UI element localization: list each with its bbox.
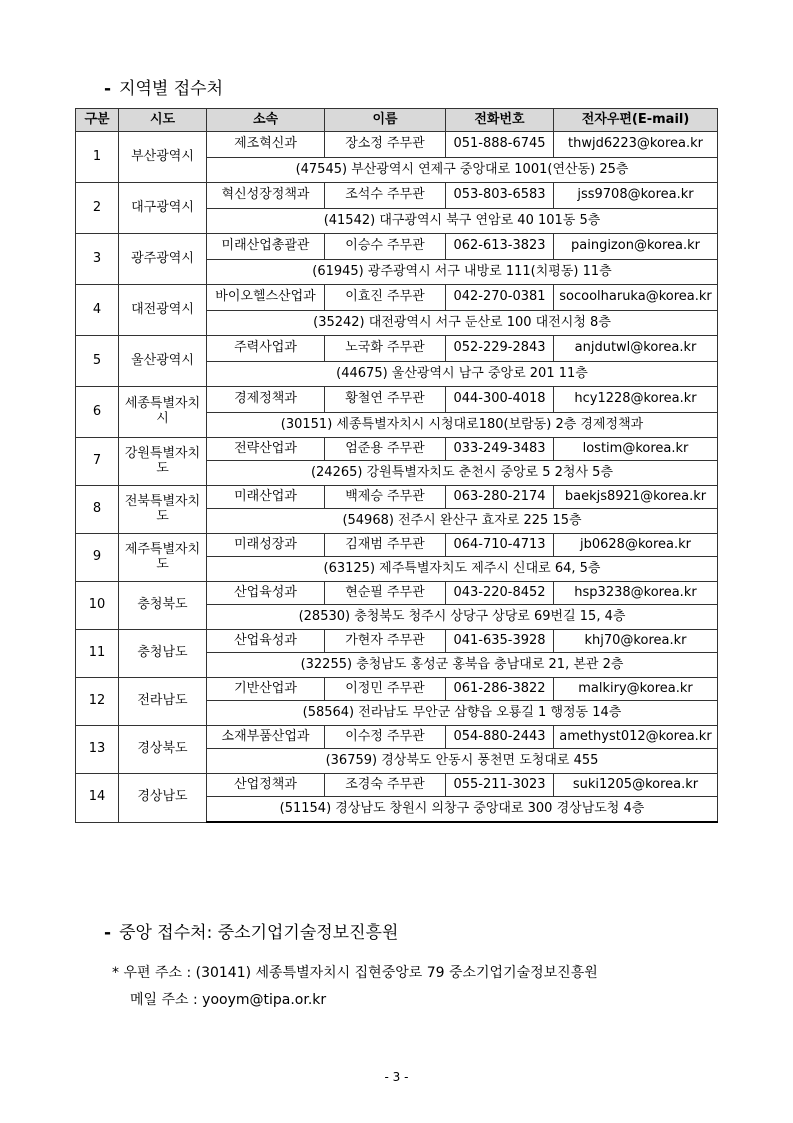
row-department: 제조혁신과 <box>207 132 325 158</box>
table-row <box>76 486 718 509</box>
row-address: (32255) 충청남도 홍성군 홍북읍 충남대로 21, 본관 2층 <box>207 653 718 678</box>
central-email-address: 메일 주소 : yooym@tipa.or.kr <box>130 992 327 1008</box>
table-row <box>76 387 718 413</box>
row-region: 강원특별자치도 <box>119 438 207 486</box>
row-contact-name: 이수정 주무관 <box>325 726 446 749</box>
row-region: 세종특별자치시 <box>119 387 207 438</box>
heading-dash: - <box>104 923 112 943</box>
table-row <box>76 132 718 158</box>
row-department: 기반산업과 <box>207 678 325 701</box>
row-email: hcy1228@korea.kr <box>554 387 718 413</box>
row-address: (28530) 충청북도 청주시 상당구 상당로 69번길 15, 4층 <box>207 605 718 630</box>
row-contact-name: 현순필 주무관 <box>325 582 446 605</box>
row-number: 2 <box>76 183 119 234</box>
row-contact-name: 노국화 주무관 <box>325 336 446 362</box>
row-region: 전라남도 <box>119 678 207 726</box>
central-heading-org: 중소기업기술정보진흥원 <box>217 923 399 943</box>
row-region: 경상남도 <box>119 774 207 823</box>
row-email: jb0628@korea.kr <box>554 534 718 557</box>
central-mailing-address: * 우편 주소 : (30141) 세종특별자치시 집현중앙로 79 중소기업기술정보진흥원 <box>112 965 598 981</box>
row-contact-name: 김재범 주무관 <box>325 534 446 557</box>
row-contact-name: 조석수 주무관 <box>325 183 446 209</box>
heading-dash: - <box>104 79 112 99</box>
table-header-row <box>76 109 718 132</box>
table-row <box>76 630 718 653</box>
row-department: 경제정책과 <box>207 387 325 413</box>
row-email: amethyst012@korea.kr <box>554 726 718 749</box>
row-number: 13 <box>76 726 119 774</box>
col-header-email: 전자우편(E-mail) <box>554 109 718 132</box>
row-department: 바이오헬스산업과 <box>207 285 325 311</box>
row-department: 산업정책과 <box>207 774 325 797</box>
row-contact-name: 이승수 주무관 <box>325 234 446 260</box>
row-department: 미래성장과 <box>207 534 325 557</box>
table-row <box>76 234 718 260</box>
row-department: 미래산업총괄관 <box>207 234 325 260</box>
row-email: khj70@korea.kr <box>554 630 718 653</box>
table-row <box>76 285 718 311</box>
row-address: (24265) 강원특별자치도 춘천시 중앙로 5 2청사 5층 <box>207 461 718 486</box>
row-address: (63125) 제주특별자치도 제주시 신대로 64, 5층 <box>207 557 718 582</box>
row-phone: 062-613-3823 <box>446 234 554 260</box>
row-email: hsp3238@korea.kr <box>554 582 718 605</box>
col-header-name: 이름 <box>325 109 446 132</box>
row-address: (47545) 부산광역시 연제구 중앙대로 1001(연산동) 25층 <box>207 158 718 183</box>
row-department: 산업육성과 <box>207 630 325 653</box>
row-phone: 064-710-4713 <box>446 534 554 557</box>
row-region: 광주광역시 <box>119 234 207 285</box>
row-number: 14 <box>76 774 119 823</box>
regional-heading-title: 지역별 접수처 <box>119 79 223 99</box>
table-row <box>76 534 718 557</box>
table-row <box>76 726 718 749</box>
row-phone: 051-888-6745 <box>446 132 554 158</box>
row-department: 주력사업과 <box>207 336 325 362</box>
row-number: 4 <box>76 285 119 336</box>
col-header-region: 시도 <box>119 109 207 132</box>
central-heading <box>104 918 398 943</box>
row-phone: 041-635-3928 <box>446 630 554 653</box>
row-phone: 052-229-2843 <box>446 336 554 362</box>
row-email: jss9708@korea.kr <box>554 183 718 209</box>
regional-contacts-table <box>75 108 718 823</box>
row-region: 충청남도 <box>119 630 207 678</box>
row-phone: 061-286-3822 <box>446 678 554 701</box>
table-row <box>76 336 718 362</box>
row-contact-name: 이효진 주무관 <box>325 285 446 311</box>
row-email: malkiry@korea.kr <box>554 678 718 701</box>
row-number: 5 <box>76 336 119 387</box>
row-contact-name: 장소정 주무관 <box>325 132 446 158</box>
page-number: - 3 - <box>384 1070 409 1084</box>
row-phone: 054-880-2443 <box>446 726 554 749</box>
row-number: 7 <box>76 438 119 486</box>
row-address: (35242) 대전광역시 서구 둔산로 100 대전시청 8층 <box>207 311 718 336</box>
row-email: thwjd6223@korea.kr <box>554 132 718 158</box>
row-department: 소재부품산업과 <box>207 726 325 749</box>
row-region: 경상북도 <box>119 726 207 774</box>
row-number: 10 <box>76 582 119 630</box>
col-header-phone: 전화번호 <box>446 109 554 132</box>
row-address: (61945) 광주광역시 서구 내방로 111(치평동) 11층 <box>207 260 718 285</box>
row-contact-name: 이정민 주무관 <box>325 678 446 701</box>
row-address: (58564) 전라남도 무안군 삼향읍 오룡길 1 행정동 14층 <box>207 701 718 726</box>
central-heading-title: 중앙 접수처: <box>119 923 213 943</box>
row-number: 6 <box>76 387 119 438</box>
regional-heading <box>104 74 223 99</box>
row-region: 제주특별자치도 <box>119 534 207 582</box>
row-contact-name: 엄준용 주무관 <box>325 438 446 461</box>
row-phone: 044-300-4018 <box>446 387 554 413</box>
row-address: (41542) 대구광역시 북구 연암로 40 101동 5층 <box>207 209 718 234</box>
table-row <box>76 774 718 797</box>
row-number: 9 <box>76 534 119 582</box>
row-address: (30151) 세종특별자치시 시청대로180(보람동) 2층 경제정책과 <box>207 413 718 438</box>
row-number: 11 <box>76 630 119 678</box>
row-contact-name: 백제승 주무관 <box>325 486 446 509</box>
row-department: 미래산업과 <box>207 486 325 509</box>
row-address: (44675) 울산광역시 남구 중앙로 201 11층 <box>207 362 718 387</box>
row-region: 충청북도 <box>119 582 207 630</box>
row-number: 8 <box>76 486 119 534</box>
table-row <box>76 438 718 461</box>
row-email: suki1205@korea.kr <box>554 774 718 797</box>
row-email: paingizon@korea.kr <box>554 234 718 260</box>
table-row <box>76 582 718 605</box>
row-email: baekjs8921@korea.kr <box>554 486 718 509</box>
row-contact-name: 가현자 주무관 <box>325 630 446 653</box>
row-region: 대구광역시 <box>119 183 207 234</box>
col-header-dept: 소속 <box>207 109 325 132</box>
row-number: 3 <box>76 234 119 285</box>
row-number: 12 <box>76 678 119 726</box>
row-department: 산업육성과 <box>207 582 325 605</box>
table-row <box>76 678 718 701</box>
row-number: 1 <box>76 132 119 183</box>
row-region: 전북특별자치도 <box>119 486 207 534</box>
row-email: lostim@korea.kr <box>554 438 718 461</box>
row-address: (36759) 경상북도 안동시 풍천면 도청대로 455 <box>207 749 718 774</box>
row-phone: 043-220-8452 <box>446 582 554 605</box>
table-row <box>76 183 718 209</box>
row-phone: 063-280-2174 <box>446 486 554 509</box>
row-address: (54968) 전주시 완산구 효자로 225 15층 <box>207 509 718 534</box>
row-region: 부산광역시 <box>119 132 207 183</box>
row-phone: 055-211-3023 <box>446 774 554 797</box>
row-phone: 042-270-0381 <box>446 285 554 311</box>
row-phone: 033-249-3483 <box>446 438 554 461</box>
row-contact-name: 조경숙 주무관 <box>325 774 446 797</box>
row-contact-name: 황철연 주무관 <box>325 387 446 413</box>
row-phone: 053-803-6583 <box>446 183 554 209</box>
col-header-num: 구분 <box>76 109 119 132</box>
row-region: 울산광역시 <box>119 336 207 387</box>
row-region: 대전광역시 <box>119 285 207 336</box>
row-email: socoolharuka@korea.kr <box>554 285 718 311</box>
row-department: 전략산업과 <box>207 438 325 461</box>
row-department: 혁신성장정책과 <box>207 183 325 209</box>
row-email: anjdutwl@korea.kr <box>554 336 718 362</box>
row-address: (51154) 경상남도 창원시 의창구 중앙대로 300 경상남도청 4층 <box>207 797 718 823</box>
